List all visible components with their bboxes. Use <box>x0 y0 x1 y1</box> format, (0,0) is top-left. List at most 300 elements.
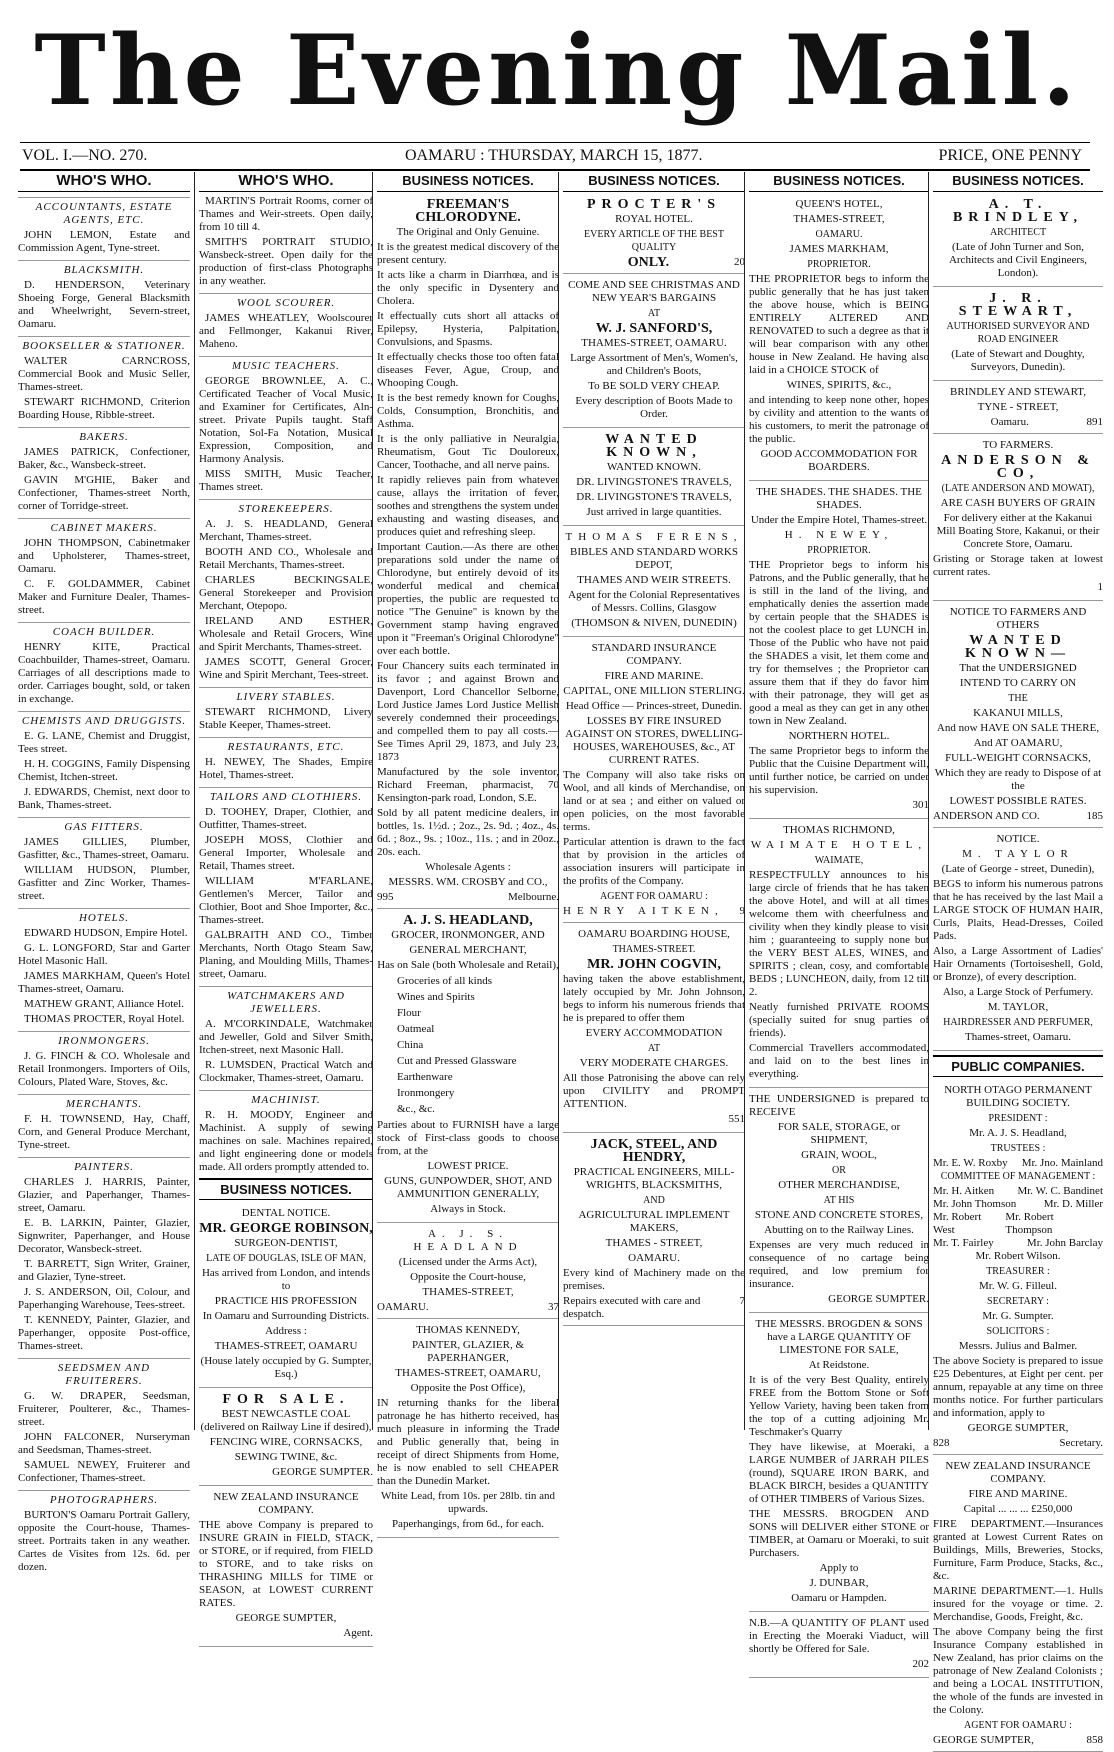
directory-entry: SMITH'S PORTRAIT STUDIO, Wansbeck-street. Open daily for the production of first-class Photographs in any weather. <box>199 236 373 287</box>
volume-number: VOL. I.—NO. 270. <box>22 147 148 164</box>
ad-line: Messrs. Julius and Balmer. <box>958 1340 1078 1352</box>
ad-line: AGENT FOR OAMARU : <box>964 1720 1072 1731</box>
ad-line: STONE AND CONCRETE STORES, <box>754 1209 924 1221</box>
directory-section-title: CABINET MAKERS. <box>18 518 190 535</box>
ad-line: TREASURER : <box>986 1266 1050 1277</box>
ad-line: SECRETARY : <box>987 1296 1049 1307</box>
wanted-known-ad <box>563 430 745 526</box>
ad-paragraph: It effectually cuts short all attacks of Epilepsy, Hysteria, Palpitation, Convulsions, and Spasms. <box>377 310 559 348</box>
ad-body: BEGS to inform his numerous patrons that he has received by the last Mail a LARGE STOCK OF HUMAN HAIR, Curls, Plaits, Head-Dresses, Coiled Pads. <box>933 878 1103 942</box>
nz-insurance-ad <box>199 1488 373 1647</box>
ad-line: DR. LIVINGSTONE'S TRAVELS, <box>576 491 732 503</box>
goods-item: Cut and Pressed Glassware <box>397 1055 517 1067</box>
ad-line: SOLICITORS : <box>986 1326 1050 1337</box>
ad-name: THOMAS FERENS, <box>565 531 743 543</box>
stewart-surveyor-ad <box>933 289 1103 381</box>
brindley-stewart-ad <box>933 383 1103 434</box>
goods-item: &c., &c. <box>397 1103 435 1115</box>
directory-entry: E. G. LANE, Chemist and Druggist, Tees street. <box>18 730 190 755</box>
directory-entry: T. KENNEDY, Painter, Glazier, and Paperhanger, opposite Post-office, Thames-street. <box>18 1314 190 1352</box>
ad-title: THE SHADES. THE SHADES. THE SHADES. <box>756 486 922 511</box>
price: PRICE, ONE PENNY <box>938 147 1082 164</box>
ad-name: QUEEN'S HOTEL, <box>795 198 883 210</box>
directory-entry: STEWART RICHMOND, Livery Stable Keeper, Thames-street. <box>199 706 373 731</box>
ad-signature: GEORGE SUMPTER, <box>235 1612 337 1624</box>
ad-line: That the UNDERSIGNED <box>959 662 1077 674</box>
ad-line: Agent. <box>343 1627 373 1639</box>
ad-title: NOTICE. <box>996 833 1040 845</box>
ad-line: ARCHITECT <box>989 227 1047 238</box>
public-companies-heading: PUBLIC COMPANIES. <box>933 1055 1103 1077</box>
directory-entry: JAMES SCOTT, General Grocer, Wine and Spirit Merchant, Tees-street. <box>199 656 373 681</box>
column-business-notices-4 <box>928 172 1103 1746</box>
ad-line: ARE CASH BUYERS OF GRAIN <box>940 497 1096 509</box>
ad-line: ONLY. <box>627 255 670 270</box>
ad-line: DR. LIVINGSTONE'S TRAVELS, <box>576 476 732 488</box>
ad-line: In Oamaru and Surrounding Districts. <box>202 1310 370 1322</box>
committee-member: Mr. W. C. Bandinet <box>1017 1185 1103 1197</box>
ad-line: PRACTICAL ENGINEERS, MILL-WRIGHTS, BLACKSMITHS, <box>573 1166 735 1191</box>
directory-entry: R. H. MOODY, Engineer and Machinist. A supply of sewing machines on sale. Machines repaired, and light engineering done or models made. All orders promptly attended to. <box>199 1109 373 1173</box>
ad-title: FOR SALE. <box>222 1392 350 1407</box>
ad-signature: GEORGE SUMPTER. <box>272 1466 373 1478</box>
ad-line: AGRICULTURAL IMPLEMENT MAKERS, <box>578 1209 730 1234</box>
column-heading: BUSINESS NOTICES. <box>563 172 745 192</box>
directory-entry: BURTON'S Oamaru Portrait Gallery, opposite the Court-house, Thames-street. Portraits taken in any weather. Cartes de Visites from 12s. 6d. per dozen. <box>18 1509 190 1573</box>
ad-paragraph: It acts like a charm in Diarrhœa, and is the only specific in Dysentery and Cholera. <box>377 269 559 307</box>
ad-paragraph: It is the best remedy known for Coughs, Colds, Consumption, Bronchitis, and Asthma. <box>377 392 559 430</box>
ad-subtitle: The Original and Only Genuine. <box>396 226 540 238</box>
directory-section-title: WOOL SCOURER. <box>199 293 373 310</box>
committee-member: Mr. John Thomson <box>933 1198 1017 1210</box>
ad-line: Mr. G. Sumpter. <box>982 1310 1054 1322</box>
ad-number: 891 <box>1086 416 1103 428</box>
ad-name: ANDERSON & CO, <box>941 453 1095 481</box>
ad-line: And now HAVE ON SALE THERE, <box>936 722 1100 734</box>
directory-entry: H. H. COGGINS, Family Dispensing Chemist, Itchen-street. <box>18 758 190 783</box>
ad-line: Just arrived in large quantities. <box>586 506 722 518</box>
ad-number: 202 <box>912 1658 929 1670</box>
committee-row <box>933 1185 1103 1198</box>
ad-line: LOSSES BY FIRE INSURED AGAINST ON STORES, DWELLING-HOUSES, WAREHOUSES, &c., AT CURRENT RATES. <box>565 715 743 766</box>
ad-body: THE above Company is prepared to INSURE GRAIN in FIELD, STACK, or STORE, or if required, from FIELD to STORE, and to take risks on THRASHING MILLS for TIME or SEASON, at LOWEST CURRENT RATES. <box>199 1519 373 1609</box>
ad-line: (House lately occupied by G. Sumpter, Esq.) <box>200 1355 372 1380</box>
ad-line: AND <box>643 1195 665 1206</box>
directory-section-title: STOREKEEPERS. <box>199 499 373 516</box>
ad-line: At Reidstone. <box>808 1359 870 1371</box>
directory-section-title: CHEMISTS AND DRUGGISTS. <box>18 711 190 728</box>
brindley-architect-ad <box>933 195 1103 287</box>
ad-name: A. T. BRINDLEY, <box>952 197 1084 225</box>
ad-line: MESSRS. WM. CROSBY and CO., <box>388 876 548 888</box>
ad-name: WANTED KNOWN— <box>965 633 1071 661</box>
ad-body: Commercial Travellers accommodated, and laid on to the best lines in everything. <box>749 1042 929 1080</box>
directory-entry: CHARLES J. HARRIS, Painter, Glazier, and Paperhanger, Thames-street, Oamaru. <box>18 1176 190 1214</box>
ad-line: BIBLES AND STANDARD WORKS DEPOT, <box>570 546 738 571</box>
directory-entry: GAVIN M'GHIE, Baker and Confectioner, Thames-street North, corner of Torridge-street. <box>18 474 190 512</box>
directory-entry: WILLIAM M'FARLANE, Gentlemen's Mercer, Tailor and Clothier, Boot and Shoe Importer, &c., Thames-street. <box>199 875 373 926</box>
directory-entry: J. G. FINCH & CO. Wholesale and Retail Ironmongers. Importers of Oils, Colours, Plated Ware, Stoves, &c. <box>18 1050 190 1088</box>
directory-entry: SAMUEL NEWEY, Fruiterer and Confectioner, Thames-street. <box>18 1459 190 1484</box>
directory-entry: THOMAS PROCTER, Royal Hotel. <box>24 1013 185 1025</box>
ad-line: OR <box>832 1165 846 1176</box>
ad-number: 551 <box>728 1113 745 1125</box>
directory-entry: JAMES PATRICK, Confectioner, Baker, &c., Wansbeck-street. <box>18 446 190 471</box>
ad-name: J. DUNBAR, <box>809 1577 869 1589</box>
ad-line: COME AND SEE CHRISTMAS AND NEW YEAR'S BARGAINS <box>568 279 740 304</box>
ad-line: Has arrived from London, and intends to <box>201 1267 370 1292</box>
directory-section-title: LIVERY STABLES. <box>199 687 373 704</box>
committee-member: Mr. H. Aitken <box>933 1185 995 1197</box>
ad-line: FIRE AND MARINE. <box>604 670 704 682</box>
ad-line: Oamaru or Hampden. <box>791 1592 887 1604</box>
ad-line: FIRE AND MARINE. <box>968 1488 1068 1500</box>
ad-body: They have likewise, at Moeraki, a LARGE NUMBER of JARRAH PILES (round), SQUARE IRON BARK, and BLACK BIRCH, besides a QUANTITY of OTHER TIMBERS of Various Sizes. <box>749 1441 929 1505</box>
ad-body: THE PROPRIETOR begs to inform the public generally that he has just taken the above house, which is BEING ENTIRELY ALTERED AND RENOVATED to such a degree as that it will bear comparison with any other house in New Zealand. He having also laid in a CHOICE STOCK of <box>749 273 929 376</box>
goods-item: Flour <box>397 1007 421 1019</box>
ad-body: Parties about to FURNISH have a large stock of First-class goods to choose from, at the <box>377 1119 559 1157</box>
column-heading: WHO'S WHO. <box>18 172 190 192</box>
directory-section-title: SEEDSMEN AND FRUITERERS. <box>18 1358 190 1388</box>
directory-entry: JOHN THOMPSON, Cabinetmaker and Upholsterer, Thames-street, Oamaru. <box>18 537 190 575</box>
ad-name: BRINDLEY AND STEWART, <box>950 386 1086 398</box>
ad-number: 9 <box>739 905 745 917</box>
ad-line: TYNE - STREET, <box>977 401 1059 413</box>
ad-line: GUNS, GUNPOWDER, SHOT, AND AMMUNITION GENERALLY, <box>384 1175 552 1200</box>
ad-line: TRUSTEES : <box>990 1143 1046 1154</box>
ad-body: IN returning thanks for the liberal patronage he has hitherto received, has much pleasure in informing the Trade and Public generally that, being in receipt of direct Shipments from Home, he is now enabled to sell CHEAPER than the Dunedin Market. <box>377 1397 559 1487</box>
ad-paragraph: It effectually checks those too often fatal diseases Fever, Ague, Croup, and Whooping Cough. <box>377 351 559 389</box>
jack-steel-hendry-ad <box>563 1135 745 1326</box>
ad-line: PROPRIETOR. <box>807 259 871 270</box>
ad-line: GROCER, IRONMONGER, AND <box>391 929 545 941</box>
ad-line: Has on Sale (both Wholesale and Retail), <box>377 959 559 971</box>
sumpter-stores-ad <box>749 1090 929 1313</box>
ad-line: OAMARU. <box>628 1252 680 1264</box>
committee-row <box>933 1211 1103 1237</box>
column-business-notices-1 <box>372 172 559 1530</box>
ad-line: (LATE ANDERSON AND MOWAT), <box>941 483 1095 494</box>
ad-signature: GEORGE SUMPTER. <box>828 1293 929 1305</box>
directory-section-title: TAILORS AND CLOTHIERS. <box>199 787 373 804</box>
ad-body: Particular attention is drawn to the fact that by provision in the articles of association insurers will participate in the profits of the Company. <box>563 836 745 887</box>
ad-line: (Late of George - street, Dunedin), <box>941 863 1095 875</box>
ad-line: INTEND TO CARRY ON <box>959 677 1077 689</box>
ad-line: THAMES-STREET, <box>793 213 885 225</box>
directory-entry: T. BARRETT, Sign Writer, Grainer, and Glazier, Tyne-street. <box>18 1258 190 1283</box>
ad-body: FIRE DEPARTMENT.—Insurances granted at Lowest Current Rates on Buildings, Mills, Breweries, Stocks, Furniture, Farm Produce, Stacks, &c., &c. <box>933 1518 1103 1582</box>
directory-section-title: COACH BUILDER. <box>18 622 190 639</box>
ad-title: NEW ZEALAND INSURANCE COMPANY. <box>213 1491 359 1516</box>
column-whos-who-2 <box>194 172 373 1639</box>
ad-signature: ANDERSON AND CO. <box>933 810 1040 822</box>
ad-line: LATE OF DOUGLAS, ISLE OF MAN, <box>206 1253 366 1264</box>
directory-entry: MATHEW GRANT, Alliance Hotel. <box>24 998 184 1010</box>
goods-item: Oatmeal <box>397 1023 435 1035</box>
directory-section-title: PAINTERS. <box>18 1157 190 1174</box>
ad-line: (Licensed under the Arms Act), <box>398 1256 538 1268</box>
ad-body: The same Proprietor begs to inform the Public that the Cuisine Department will, until further notice, be carried on under his supervision. <box>749 745 929 796</box>
ad-line: AT <box>647 1043 661 1054</box>
column-business-notices-3 <box>744 172 929 1670</box>
ad-paragraphs <box>377 241 559 859</box>
ad-line: PAINTER, GLAZIER, & PAPERHANGER, <box>411 1339 525 1364</box>
ad-line: THAMES-STREET, OAMARU, <box>395 1367 541 1379</box>
column-heading: BUSINESS NOTICES. <box>933 172 1103 192</box>
ad-line: Agent for the Colonial Representatives of Messrs. Collins, Glasgow <box>568 589 740 614</box>
ad-line: (Late of Stewart and Doughty, Surveyors, Dunedin). <box>951 348 1085 373</box>
ad-name: J. R. STEWART, <box>958 291 1078 319</box>
ad-line: Mr. Robert Wilson. <box>975 1250 1061 1262</box>
anderson-farmers-ad <box>933 436 1103 601</box>
headland-arms-ad <box>377 1225 559 1319</box>
ad-line: KAKANUI MILLS, <box>973 707 1063 719</box>
ad-line: THAMES-STREET, <box>422 1286 514 1298</box>
ad-line: (THOMSON & NIVEN, DUNEDIN) <box>571 617 737 629</box>
ad-name: MR. JOHN COGVIN, <box>587 957 721 972</box>
ad-paragraph: Four Chancery suits each terminated in its favor ; and against Brown and Davenport, Lord Chancellor Selborne, Lord Justice James Lord Justice Mellish severely condemned their proceedings, and compelled them to pay all costs.—See Times April 29, 1873, and July 23, 1873 <box>377 660 559 763</box>
ad-line: Mr. Jno. Mainland <box>1021 1157 1103 1169</box>
for-sale-ad <box>199 1390 373 1486</box>
directory-entry: A. J. S. HEADLAND, General Merchant, Thames-street. <box>199 518 373 543</box>
ad-body: The above Society is prepared to issue £25 Debentures, at Eight per cent. per annum, repayable at any time on three months notice. For further particulars and information, apply to <box>933 1355 1103 1419</box>
directory-entry: JAMES WHEATLEY, Woolscourer and Fellmonger, Kakanui River, Maheno. <box>199 312 373 350</box>
directory-entry: JAMES MARKHAM, Queen's Hotel Thames-street, Oamaru. <box>18 970 190 995</box>
ad-number: 995 <box>377 891 394 903</box>
masthead <box>0 0 1114 142</box>
ad-line: VERY MODERATE CHARGES. <box>579 1057 729 1069</box>
ad-paragraph: It rapidly relieves pain from whatever cause, allays the irritation of fever, soothes and strengthens the system under exhausting and wasting diseases, and produces quiet and refreshing sleep. <box>377 474 559 538</box>
ad-line: Address : <box>265 1325 307 1337</box>
ad-line: LOWEST PRICE. <box>427 1160 509 1172</box>
ad-line: Always in Stock. <box>430 1203 506 1215</box>
ad-body: Expenses are very much reduced in consequence of no cartage being required, and low premium for insurance. <box>749 1239 929 1290</box>
directory-entry: J. EDWARDS, Chemist, next door to Bank, Thames-street. <box>18 786 190 811</box>
ad-line: AGENT FOR OAMARU : <box>600 891 708 902</box>
column-whos-who-1 <box>18 172 190 1573</box>
ad-line: Under the Empire Hotel, Thames-street. <box>750 514 928 526</box>
ad-line: Mr. W. G. Filleul. <box>979 1280 1057 1292</box>
ad-number: 7 <box>739 1295 745 1307</box>
ad-name: HENRY AITKEN, <box>563 905 724 917</box>
committee-member: Mr. Robert West <box>933 1211 982 1236</box>
ad-line: OAMARU. <box>815 229 863 240</box>
directory-sections <box>199 293 373 1174</box>
waimate-hotel-ad <box>749 821 929 1088</box>
ad-body: Every kind of Machinery made on the premises. <box>563 1267 745 1292</box>
directory-entry: E. B. LARKIN, Painter, Glazier, Signwriter, Paperhanger, and House Decorator, Wansbeck-street. <box>18 1217 190 1255</box>
ad-paragraph: It is the greatest medical discovery of the present century. <box>377 241 559 266</box>
ad-line: LOWEST POSSIBLE RATES. <box>949 795 1087 807</box>
ad-line: Also, a Large Stock of Perfumery. <box>942 986 1094 998</box>
directory-section-title: IRONMONGERS. <box>18 1031 190 1048</box>
goods-item: China <box>397 1039 424 1051</box>
ad-line: AT <box>647 308 661 319</box>
directory-entry: BOOTH AND CO., Wholesale and Retail Merchants, Thames-street. <box>199 546 373 571</box>
directory-entry: JOHN FALCONER, Nurseryman and Seedsman, Thames-street. <box>18 1431 190 1456</box>
ad-body: having taken the above establishment, lately occupied by Mr. John Johnson, begs to inform his numerous friends that he is prepared to offer them <box>563 973 745 1024</box>
directory-entry: JAMES GILLIES, Plumber, Gasfitter, &c., Thames-street, Oamaru. <box>18 836 190 861</box>
directory-entry: D. HENDERSON, Veterinary Shoeing Forge, General Blacksmith and Wheelwright, Severn-street, Oamaru. <box>18 279 190 330</box>
ad-line: FULL-WEIGHT CORNSACKS, <box>945 752 1091 764</box>
column-heading: WHO'S WHO. <box>199 172 373 192</box>
directory-entry: JOHN LEMON, Estate and Commission Agent, Tyne-street. <box>18 229 190 254</box>
directory-entry: D. TOOHEY, Draper, Clothier, and Outfitter, Thames-street. <box>199 806 373 831</box>
headland-grocer-ad <box>377 911 559 1223</box>
ad-name: MR. GEORGE ROBINSON, <box>199 1221 373 1236</box>
column-heading: BUSINESS NOTICES. <box>377 172 559 192</box>
ad-line: White Lead, from 10s. per 28lb. tin and upwards. <box>380 1490 556 1515</box>
directory-entry: IRELAND AND ESTHER, Wholesale and Retail Grocers, Wine and Spirit Merchants, Thames-street. <box>199 615 373 653</box>
kennedy-painter-ad <box>377 1321 559 1538</box>
goods-item: Ironmongery <box>397 1087 455 1099</box>
column-heading: BUSINESS NOTICES. <box>749 172 929 192</box>
ad-line: HAIRDRESSER AND PERFUMER, <box>943 1017 1093 1028</box>
goods-item: Groceries of all kinds <box>397 975 492 987</box>
ad-name: PROCTER'S <box>586 197 722 212</box>
ad-line: OTHER MERCHANDISE, <box>778 1179 900 1191</box>
ad-paragraph: Manufactured by the sole inventor, Richard Freeman, pharmacist, 70 Kensington-park road, London, S.E. <box>377 766 559 804</box>
ad-title: OAMARU BOARDING HOUSE, <box>578 928 730 940</box>
column-business-notices-2 <box>558 172 745 1430</box>
directory-entry: GEORGE BROWNLEE, A. C., Certificated Teacher of Vocal Music, and Examiner for Certificates, Aln-street. Private Pupils taught. Staff Notation, Sol-Fa Notation, Musical Expression, Composition, and Harmony Analysis. <box>199 375 373 465</box>
ad-line: Head Office — Princes-street, Dunedin. <box>565 700 743 712</box>
ad-line: COMMITTEE OF MANAGEMENT : <box>940 1171 1096 1182</box>
ad-body: and intending to keep none other, hopes by civility and attention to the wants of his customers, to merit the patronage of the public. <box>749 394 929 445</box>
ad-line: FENCING WIRE, CORNSACKS, <box>209 1436 363 1448</box>
ad-title: STANDARD INSURANCE COMPANY. <box>591 642 717 667</box>
committee-row <box>933 1198 1103 1211</box>
dental-notice-ad <box>199 1204 373 1388</box>
boarding-house-ad <box>563 925 745 1133</box>
newspaper-title: The Evening Mail. <box>34 14 1080 127</box>
ad-line: Abutting on to the Railway Lines. <box>764 1224 914 1236</box>
ad-line: EVERY ACCOMMODATION <box>585 1027 723 1039</box>
directory-entry: H. NEWEY, The Shades, Empire Hotel, Thames-street. <box>199 756 373 781</box>
ad-title: NEW ZEALAND INSURANCE COMPANY. <box>945 1460 1091 1485</box>
ad-line: Capital ... ... ... £250,000 <box>963 1503 1073 1515</box>
goods-item: Wines and Spirits <box>397 991 475 1003</box>
ad-body: Gristing or Storage taken at lowest current rates. <box>933 553 1103 578</box>
ad-line: SEWING TWINE, &c. <box>234 1451 338 1463</box>
standard-insurance-ad <box>563 639 745 923</box>
ad-signature: GEORGE SUMPTER, <box>933 1734 1034 1746</box>
ad-name: WAIMATE HOTEL, <box>750 839 928 851</box>
ad-line: PRACTICE HIS PROFESSION <box>214 1295 358 1307</box>
ad-body: N.B.—A QUANTITY OF PLANT used in Erecting the Moeraki Viaduct, will shortly be Offered for Sale. <box>749 1617 929 1655</box>
ad-title: WANTED KNOWN, <box>605 432 703 460</box>
ad-paragraph: Important Caution.—As there are other preparations sold under the name of Chlorodyne, but entirely devoid of its wonderful medical and chemical properties, the public are requested to notice "The Genuine" is known by the Government stamp having engraved upon it "Freeman's Original Chlorodyne" over each bottle. <box>377 541 559 657</box>
ad-line: Melbourne. <box>507 891 559 903</box>
ad-line: NORTHERN HOTEL. <box>788 730 890 742</box>
directory-entry: CHARLES BECKINGSALE, General Storekeeper and Provision Merchant, Otepopo. <box>199 574 373 612</box>
ad-body: THE MESSRS. BROGDEN AND SONS will DELIVER either STONE or TIMBER, at Oamaru or Moeraki, to suit Purchasers. <box>749 1508 929 1559</box>
ad-name: H. NEWEY, <box>784 529 894 541</box>
ad-name: M. TAYLOR <box>962 848 1074 860</box>
ad-line: PRESIDENT : <box>988 1113 1048 1124</box>
ad-line: THAMES-STREET, OAMARU. <box>581 337 727 349</box>
ad-line: THAMES AND WEIR STREETS. <box>577 574 731 586</box>
ad-line: (Late of John Turner and Son, Architects and Civil Engineers, London). <box>948 241 1088 279</box>
ad-line: And AT OAMARU, <box>973 737 1063 749</box>
ad-title: NOTICE TO FARMERS AND OTHERS <box>949 606 1087 631</box>
ad-line: THAMES - STREET, <box>605 1237 703 1249</box>
ad-line: WAIMATE, <box>814 855 864 866</box>
ad-line: Mr. A. J. S. Headland, <box>969 1127 1067 1139</box>
ad-line: SURGEON-DENTIST, <box>234 1237 338 1249</box>
ad-name: A. J. S. HEADLAND, <box>403 913 533 928</box>
ad-line: Oamaru. <box>990 416 1029 428</box>
ad-body: The Company will also take risks on Wool, and all kinds of Merchandise, on land or at sea ; and either on valued or open policies, on the most favorable terms. <box>563 769 745 833</box>
committee-member: Mr. Robert Thompson <box>1005 1211 1054 1236</box>
place-date: OAMARU : THURSDAY, MARCH 15, 1877. <box>405 147 703 164</box>
ad-name: THOMAS KENNEDY, <box>416 1324 520 1336</box>
ad-title: NORTH OTAGO PERMANENT BUILDING SOCIETY. <box>944 1084 1092 1109</box>
directory-section-title: PHOTOGRAPHERS. <box>18 1490 190 1507</box>
ad-line: GOOD ACCOMMODATION FOR BOARDERS. <box>760 448 918 473</box>
ad-paragraph: It is the only palliative in Neuralgia, Rheumatism, Gout Tic Douloreux, Cancer, Toothache, and all nerve pains. <box>377 433 559 471</box>
directory-entry: R. LUMSDEN, Practical Watch and Clockmaker, Thames-street, Oamaru. <box>199 1059 373 1084</box>
nz-insurance-company-ad <box>933 1457 1103 1752</box>
directory-section-title: ACCOUNTANTS, ESTATE AGENTS, ETC. <box>18 197 190 227</box>
directory-entry: A. M'CORKINDALE, Watchmaker and Jeweller, Gold and Silver Smith, Itchen-street, next Masonic Hall. <box>199 1018 373 1056</box>
ad-body: Also, a Large Assortment of Ladies' Hair Ornaments (Tortoiseshell, Gold, or Bronze), of every description. <box>933 945 1103 983</box>
ad-number: 37 <box>548 1301 559 1313</box>
ad-paragraph: Sold by all patent medicine dealers, in bottles, 1s. 1½d. ; 2oz., 2s. 9d. ; 4oz., 4s. 6d. ; 8oz., 9s. ; 10oz., 11s. ; and in 20oz., 20s. each. <box>377 807 559 858</box>
ad-line: To BE SOLD VERY CHEAP. <box>588 380 720 392</box>
ad-body: For delivery either at the Kakanui Mill Boating Store, Kakanui, or their Concrete Store, Oamaru. <box>936 512 1100 550</box>
ad-body: All those Patronising the above can rely upon CIVILITY and PROMPT ATTENTION. <box>563 1072 745 1110</box>
ad-title: THE MESSRS. BROGDEN & SONS have a LARGE QUANTITY OF LIMESTONE FOR SALE, <box>755 1318 923 1356</box>
procter-hotel-ad <box>563 195 745 274</box>
directory-section-title: BOOKSELLER & STATIONER. <box>18 336 190 353</box>
ad-signature: GEORGE SUMPTER, <box>967 1422 1069 1434</box>
ad-body: It is of the very Best Quality, entirely FREE from the Bottom Stone or Soft Yellow Variety, having been taken from the top of a cutting adjoining Mr. Teschmaker's Quarry <box>749 1374 929 1438</box>
ad-number: 301 <box>912 799 929 811</box>
directory-entry: J. S. ANDERSON, Oil, Colour, and Paperhanging Warehouse, Tees-street. <box>18 1286 190 1311</box>
ad-line: BEST NEWCASTLE COAL (delivered on Railway Line if desired), <box>200 1408 372 1433</box>
committee-member: Mr. T. Fairley <box>933 1237 994 1249</box>
goods-list <box>377 975 559 1116</box>
shades-ad <box>749 483 929 819</box>
ad-signature: M. TAYLOR, <box>987 1001 1049 1013</box>
ad-line: GENERAL MERCHANT, <box>409 944 527 956</box>
directory-entry: G. W. DRAPER, Seedsman, Fruiterer, Poulterer, &c., Thames-street. <box>18 1390 190 1428</box>
committee-list <box>933 1185 1103 1250</box>
taylor-hair-ad <box>933 830 1103 1051</box>
directory-entry: C. F. GOLDAMMER, Cabinet Maker and Furniture Dealer, Thames-street. <box>18 578 190 616</box>
directory-entry: EDWARD HUDSON, Empire Hotel. <box>24 927 188 939</box>
directory-section-title: WATCHMAKERS AND JEWELLERS. <box>199 986 373 1016</box>
committee-row <box>933 1237 1103 1250</box>
building-society-ad <box>933 1081 1103 1455</box>
directory-entry: F. H. TOWNSEND, Hay, Chaff, Corn, and General Produce Merchant, Tyne-street. <box>18 1113 190 1151</box>
ad-title: DENTAL NOTICE. <box>241 1207 331 1219</box>
goods-item: Earthenware <box>397 1071 453 1083</box>
directory-section-title: BLACKSMITH. <box>18 260 190 277</box>
sanford-boots-ad <box>563 276 745 428</box>
directory-entry: HENRY KITE, Practical Coachbuilder, Thames-street, Oamaru. Carriages of all descriptions made to order. Carriages bought, sold, or taken in exchange. <box>18 641 190 705</box>
ad-line: Opposite the Court-house, <box>410 1271 526 1283</box>
ad-title: FREEMAN'S CHLORODYNE. <box>415 197 521 225</box>
directory-entry: JOSEPH MOSS, Clothier and General Importer, Wholesale and Retail, Thames street. <box>199 834 373 872</box>
directory-section-title: RESTAURANTS, ETC. <box>199 737 373 754</box>
ad-title: TO FARMERS. <box>982 439 1054 451</box>
ad-number: 858 <box>1086 1734 1103 1746</box>
directory-entry: STEWART RICHMOND, Criterion Boarding House, Ribble-street. <box>18 396 190 421</box>
directory-sections <box>18 197 190 1574</box>
directory-section-title: MACHINIST. <box>199 1090 373 1107</box>
